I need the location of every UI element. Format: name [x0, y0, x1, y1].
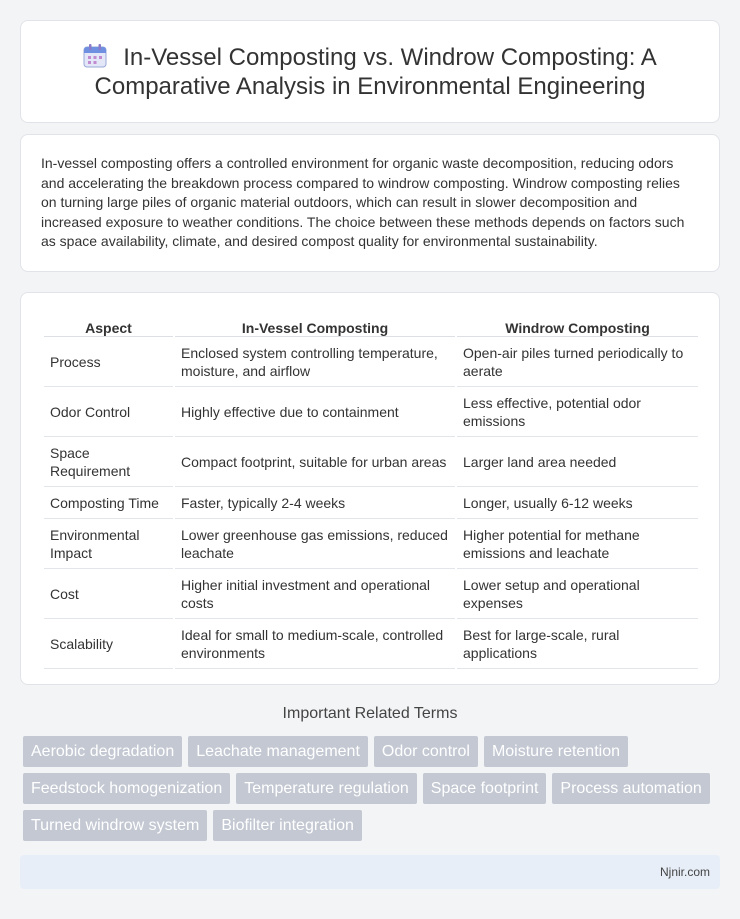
- table-row: [44, 389, 698, 437]
- header-aspect: Aspect: [44, 317, 173, 337]
- table-row: [44, 439, 698, 487]
- footer-source: Njnir.com: [659, 865, 710, 879]
- related-term-tag[interactable]: Odor control: [374, 736, 478, 767]
- footer-bar: [20, 855, 720, 889]
- related-term-tag[interactable]: Space footprint: [423, 773, 547, 804]
- table-row: [44, 621, 698, 669]
- intro-card: [20, 134, 720, 272]
- comparison-table-card: [20, 292, 720, 685]
- related-terms-list: [23, 736, 723, 847]
- cell-windrow: Best for large-scale, rural applications: [457, 621, 698, 669]
- related-term-tag[interactable]: Temperature regulation: [236, 773, 417, 804]
- title-card: [20, 20, 720, 123]
- cell-in-vessel: Ideal for small to medium-scale, controlled environments: [175, 621, 455, 669]
- cell-in-vessel: Faster, typically 2-4 weeks: [175, 489, 455, 519]
- cell-windrow: Higher potential for methane emissions and leachate: [457, 521, 698, 569]
- calendar-icon: [83, 44, 109, 68]
- related-term-tag[interactable]: Leachate management: [188, 736, 368, 767]
- table-row: [44, 489, 698, 519]
- cell-aspect: Cost: [44, 571, 173, 619]
- related-term-tag[interactable]: Process automation: [552, 773, 709, 804]
- related-term-tag[interactable]: Moisture retention: [484, 736, 628, 767]
- page-title: [51, 43, 689, 101]
- cell-in-vessel: Lower greenhouse gas emissions, reduced leachate: [175, 521, 455, 569]
- cell-windrow: Less effective, potential odor emissions: [457, 389, 698, 437]
- cell-in-vessel: Higher initial investment and operational costs: [175, 571, 455, 619]
- cell-in-vessel: Compact footprint, suitable for urban areas: [175, 439, 455, 487]
- related-term-tag[interactable]: Feedstock homogenization: [23, 773, 230, 804]
- related-term-tag[interactable]: Turned windrow system: [23, 810, 207, 841]
- related-term-tag[interactable]: Biofilter integration: [213, 810, 362, 841]
- header-in-vessel: In-Vessel Composting: [175, 317, 455, 337]
- cell-in-vessel: Highly effective due to containment: [175, 389, 455, 437]
- cell-aspect: Scalability: [44, 621, 173, 669]
- table-row: [44, 571, 698, 619]
- related-terms-heading: Important Related Terms: [282, 705, 458, 722]
- table-header-row: [44, 317, 698, 337]
- table-row: [44, 339, 698, 387]
- cell-aspect: Odor Control: [44, 389, 173, 437]
- cell-aspect: Process: [44, 339, 173, 387]
- cell-windrow: Open-air piles turned periodically to aerate: [457, 339, 698, 387]
- cell-aspect: Composting Time: [44, 489, 173, 519]
- related-term-tag[interactable]: Aerobic degradation: [23, 736, 182, 767]
- cell-in-vessel: Enclosed system controlling temperature, moisture, and airflow: [175, 339, 455, 387]
- cell-windrow: Larger land area needed: [457, 439, 698, 487]
- header-windrow: Windrow Composting: [457, 317, 698, 337]
- intro-paragraph: In-vessel composting offers a controlled environment for organic waste decomposition, reducing odors and accelerating the breakdown process compared to windrow composting. Windrow composting relies on turning large piles of organic material outdoors, which can result in slower decomposition and increased exposure to weather conditions. The choice between these methods depends on factors such as space availability, climate, and desired compost quality for environmental sustainability.: [41, 155, 685, 250]
- cell-aspect: Environmental Impact: [44, 521, 173, 569]
- cell-windrow: Lower setup and operational expenses: [457, 571, 698, 619]
- cell-aspect: Space Requirement: [44, 439, 173, 487]
- cell-windrow: Longer, usually 6-12 weeks: [457, 489, 698, 519]
- table-row: [44, 521, 698, 569]
- comparison-table: [42, 315, 700, 671]
- page-title-text: In-Vessel Composting vs. Windrow Composting: A Comparative Analysis in Environmental Engineering: [94, 43, 657, 100]
